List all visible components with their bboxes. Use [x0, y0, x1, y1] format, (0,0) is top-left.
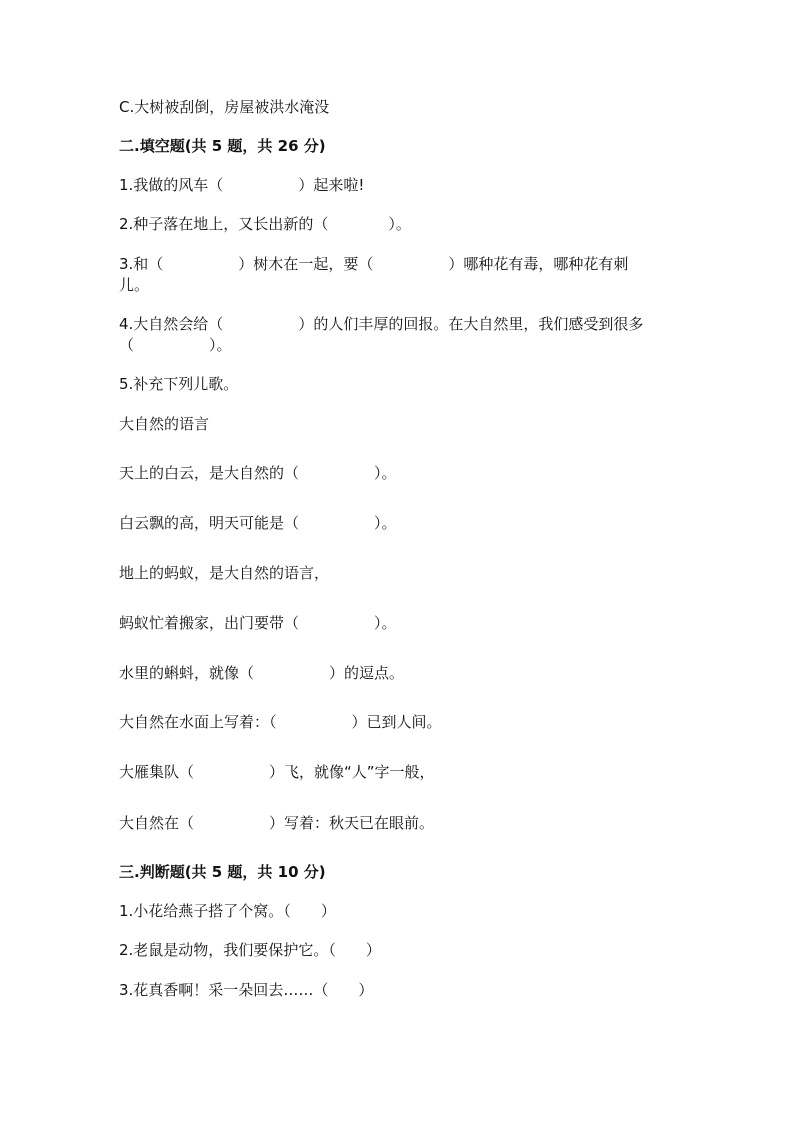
poem-line: 地上的蚂蚁，是大自然的语言，	[119, 564, 330, 582]
poem-title: 大自然的语言	[119, 415, 210, 433]
poem-line: 大自然在水面上写着：（ ）已到人间。	[119, 713, 442, 731]
question-2: 2.种子落在地上，又长出新的（ ）。	[119, 215, 411, 233]
section-title-judgment: 三.判断题(共 5 题，共 10 分)	[119, 863, 326, 881]
question-3: 3.和（ ）树木在一起，要（ ）哪种花有毒，哪种花有刺	[119, 255, 629, 273]
question-4: 4.大自然会给（ ）的人们丰厚的回报。在大自然里，我们感受到很多	[119, 315, 644, 333]
poem-line: 水里的蝌蚪，就像（ ）的逗点。	[119, 664, 405, 682]
section-title-fill-blank: 二.填空题(共 5 题，共 26 分)	[119, 137, 326, 155]
option-c: C.大树被刮倒，房屋被洪水淹没	[119, 98, 330, 116]
poem-line: 大雁集队（ ）飞，就像“人”字一般，	[119, 763, 435, 781]
poem-line: 天上的白云，是大自然的（ ）。	[119, 464, 397, 482]
judgment-question-1: 1.小花给燕子搭了个窝。（ ）	[119, 902, 336, 920]
question-5: 5.补充下列儿歌。	[119, 375, 239, 393]
question-4-cont: （ ）。	[119, 336, 232, 354]
poem-line: 大自然在（ ）写着：秋天已在眼前。	[119, 814, 435, 832]
question-3-cont: 儿。	[119, 276, 150, 294]
judgment-question-3: 3.花真香啊！采一朵回去……（ ）	[119, 981, 374, 999]
judgment-question-2: 2.老鼠是动物，我们要保护它。（ ）	[119, 941, 381, 959]
poem-line: 蚂蚁忙着搬家，出门要带（ ）。	[119, 614, 397, 632]
poem-line: 白云飘的高，明天可能是（ ）。	[119, 514, 397, 532]
question-1: 1.我做的风车（ ）起来啦!	[119, 176, 365, 194]
